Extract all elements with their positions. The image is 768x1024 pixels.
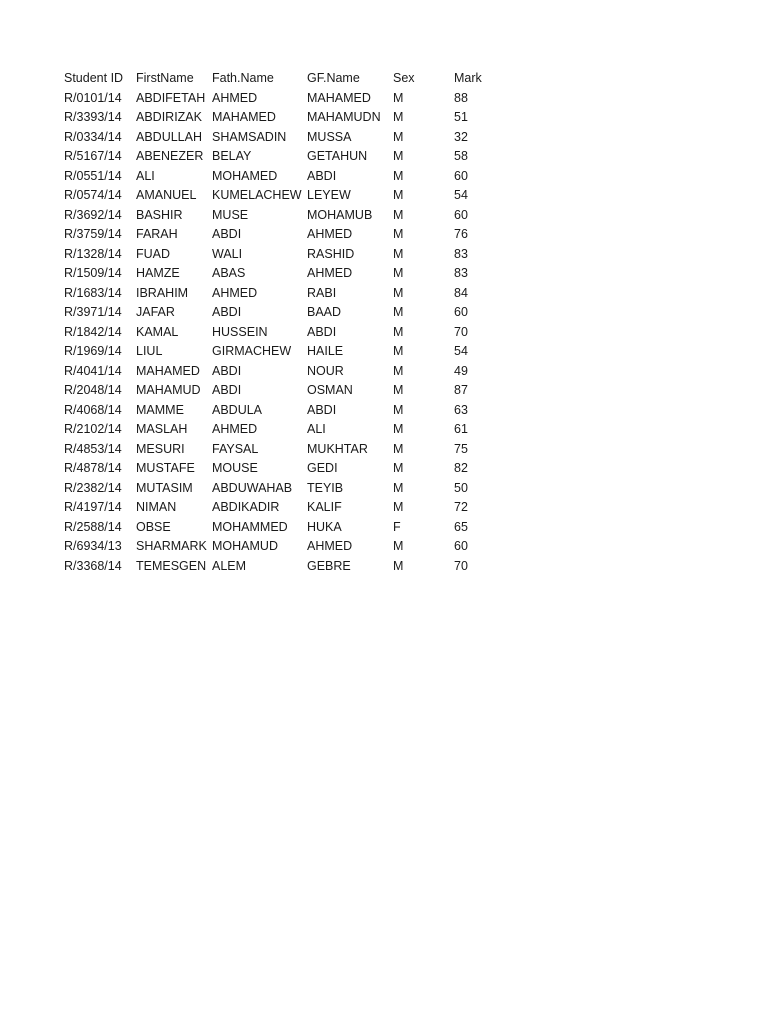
first-name-cell: KAMAL (136, 324, 179, 339)
table-row (64, 459, 494, 479)
father-name-cell: MOUSE (212, 461, 258, 475)
mark-cell: 87 (454, 383, 468, 397)
first-name-cell: JAFAR (136, 305, 175, 319)
sex-cell: M (393, 266, 404, 280)
first-name-cell: FARAH (136, 227, 178, 241)
first-name-cell: SHARMARK (136, 539, 207, 553)
sex-cell: M (393, 558, 404, 573)
mark-cell: 82 (454, 461, 468, 475)
sex-cell: F (393, 519, 401, 534)
table-row (64, 401, 494, 421)
sex-cell: M (393, 188, 404, 202)
table-row (64, 537, 494, 557)
table-row (64, 440, 494, 460)
father-name-cell: ABDI (212, 363, 242, 378)
father-name-cell: ABDI (212, 305, 242, 319)
mark-cell: 60 (454, 168, 468, 183)
sex-cell: M (393, 480, 404, 495)
grandfather-name-cell: HAILE (307, 344, 344, 358)
student-id-cell: R/3393/14 (64, 110, 122, 124)
table-row (64, 147, 494, 167)
first-name-cell: MESURI (136, 441, 185, 456)
first-name-cell: NIMAN (136, 500, 177, 514)
sex-cell: M (393, 110, 404, 124)
first-name-cell: MAHAMUD (136, 383, 201, 397)
grandfather-name-cell: KALIF (307, 500, 342, 514)
table-row (64, 557, 494, 577)
mark-cell: 75 (454, 441, 468, 456)
grandfather-name-cell: GEDI (307, 461, 338, 475)
father-name-cell: AHMED (212, 90, 258, 105)
father-name-cell: GIRMACHEW (212, 344, 292, 358)
grandfather-name-cell: AHMED (307, 227, 353, 241)
grandfather-name-cell: ABDI (307, 324, 337, 339)
sex-cell: M (393, 363, 404, 378)
grandfather-name-cell: TEYIB (307, 480, 344, 495)
sex-cell: M (393, 500, 404, 514)
first-name-cell: TEMESGEN (136, 558, 207, 573)
father-name-cell: KUMELACHEW (212, 188, 302, 202)
first-name-cell: MASLAH (136, 422, 188, 436)
table-row (64, 225, 494, 245)
mark-cell: 54 (454, 188, 468, 202)
student-id-cell: R/5167/14 (64, 149, 122, 163)
table-row (64, 518, 494, 538)
father-name-cell: FAYSAL (212, 441, 259, 456)
grandfather-name-cell: OSMAN (307, 383, 353, 397)
mark-cell: 51 (454, 110, 468, 124)
first-name-cell: FUAD (136, 246, 171, 261)
grandfather-name-cell: ABDI (307, 402, 337, 417)
father-name-cell: ABDI (212, 383, 242, 397)
first-name-cell: MUTASIM (136, 480, 193, 495)
table-row (64, 167, 494, 187)
sex-cell: M (393, 441, 404, 456)
table-row (64, 479, 494, 499)
student-id-cell: R/6934/13 (64, 539, 122, 553)
grandfather-name-cell: GEBRE (307, 558, 351, 573)
sex-cell: M (393, 305, 404, 319)
header-grandfather-name: GF.Name (307, 71, 360, 85)
grandfather-name-cell: RASHID (307, 246, 355, 261)
table-row (64, 498, 494, 518)
sex-cell: M (393, 90, 404, 105)
first-name-cell: BASHIR (136, 207, 183, 222)
student-id-cell: R/4878/14 (64, 461, 122, 475)
mark-cell: 49 (454, 363, 468, 378)
student-id-cell: R/1969/14 (64, 344, 122, 358)
first-name-cell: ABDIFETAH (136, 90, 206, 105)
mark-cell: 60 (454, 207, 468, 222)
student-id-cell: R/4853/14 (64, 441, 122, 456)
mark-cell: 83 (454, 266, 468, 280)
table-row (64, 89, 494, 109)
first-name-cell: AMANUEL (136, 188, 197, 202)
header-mark: Mark (454, 71, 482, 85)
first-name-cell: MAMME (136, 402, 184, 417)
mark-cell: 54 (454, 344, 468, 358)
sex-cell: M (393, 402, 404, 417)
first-name-cell: IBRAHIM (136, 285, 189, 300)
student-id-cell: R/3692/14 (64, 207, 122, 222)
sex-cell: M (393, 129, 404, 144)
table-row (64, 342, 494, 362)
mark-cell: 65 (454, 519, 468, 534)
student-id-cell: R/1683/14 (64, 285, 122, 300)
student-id-cell: R/0101/14 (64, 90, 122, 105)
father-name-cell: ALEM (212, 558, 247, 573)
mark-cell: 72 (454, 500, 468, 514)
student-id-cell: R/1842/14 (64, 324, 122, 339)
father-name-cell: MOHAMED (212, 168, 278, 183)
sex-cell: M (393, 383, 404, 397)
first-name-cell: LIUL (136, 344, 163, 358)
student-id-cell: R/4197/14 (64, 500, 122, 514)
student-id-cell: R/1328/14 (64, 246, 122, 261)
grandfather-name-cell: MAHAMED (307, 90, 371, 105)
header-first-name: FirstName (136, 71, 194, 85)
student-id-cell: R/3971/14 (64, 305, 122, 319)
sex-cell: M (393, 344, 404, 358)
sex-cell: M (393, 539, 404, 553)
student-id-cell: R/4068/14 (64, 402, 122, 417)
sex-cell: M (393, 246, 404, 261)
mark-cell: 50 (454, 480, 468, 495)
father-name-cell: SHAMSADIN (212, 129, 287, 144)
sex-cell: M (393, 285, 404, 300)
mark-cell: 60 (454, 305, 468, 319)
student-id-cell: R/0334/14 (64, 129, 122, 144)
header-father-name: Fath.Name (212, 71, 274, 85)
sex-cell: M (393, 207, 404, 222)
table-row (64, 420, 494, 440)
first-name-cell: HAMZE (136, 266, 180, 280)
first-name-cell: ABENEZER (136, 149, 204, 163)
grandfather-name-cell: RABI (307, 285, 337, 300)
grandfather-name-cell: ABDI (307, 168, 337, 183)
father-name-cell: ABDI (212, 227, 242, 241)
grandfather-name-cell: HUKA (307, 519, 342, 534)
father-name-cell: ABDUWAHAB (212, 480, 293, 495)
table-row (64, 206, 494, 226)
table-row (64, 381, 494, 401)
first-name-cell: ABDIRIZAK (136, 110, 202, 124)
father-name-cell: MOHAMUD (212, 539, 278, 553)
first-name-cell: MAHAMED (136, 363, 200, 378)
mark-cell: 63 (454, 402, 468, 417)
table-row (64, 108, 494, 128)
grandfather-name-cell: AHMED (307, 266, 353, 280)
grandfather-name-cell: GETAHUN (307, 149, 368, 163)
student-id-cell: R/3759/14 (64, 227, 122, 241)
mark-cell: 60 (454, 539, 468, 553)
mark-cell: 84 (454, 285, 468, 300)
mark-cell: 61 (454, 422, 468, 436)
sex-cell: M (393, 461, 404, 475)
sex-cell: M (393, 149, 404, 163)
sex-cell: M (393, 324, 404, 339)
mark-cell: 76 (454, 227, 468, 241)
grandfather-name-cell: MOHAMUB (307, 207, 373, 222)
father-name-cell: ABDULA (212, 402, 263, 417)
header-sex: Sex (393, 71, 415, 85)
father-name-cell: MAHAMED (212, 110, 276, 124)
mark-cell: 70 (454, 558, 468, 573)
student-marks-table (64, 69, 494, 576)
grandfather-name-cell: BAAD (307, 305, 342, 319)
student-id-cell: R/3368/14 (64, 558, 122, 573)
sex-cell: M (393, 422, 404, 436)
father-name-cell: AHMED (212, 422, 258, 436)
first-name-cell: ALI (136, 168, 155, 183)
grandfather-name-cell: MAHAMUDN (307, 110, 381, 124)
table-row (64, 245, 494, 265)
header-student-id: Student ID (64, 71, 124, 85)
father-name-cell: HUSSEIN (212, 324, 268, 339)
table-row (64, 323, 494, 343)
table-body (64, 89, 494, 577)
table-header-row (64, 69, 494, 89)
father-name-cell: BELAY (212, 149, 252, 163)
first-name-cell: MUSTAFE (136, 461, 195, 475)
father-name-cell: MUSE (212, 207, 249, 222)
student-id-cell: R/0574/14 (64, 188, 122, 202)
father-name-cell: ABDIKADIR (212, 500, 280, 514)
father-name-cell: ABAS (212, 266, 246, 280)
grandfather-name-cell: AHMED (307, 539, 353, 553)
sex-cell: M (393, 227, 404, 241)
mark-cell: 88 (454, 90, 468, 105)
first-name-cell: OBSE (136, 519, 171, 534)
table-row (64, 284, 494, 304)
student-id-cell: R/0551/14 (64, 168, 122, 183)
sex-cell: M (393, 168, 404, 183)
table-row (64, 362, 494, 382)
grandfather-name-cell: LEYEW (307, 188, 351, 202)
student-id-cell: R/2048/14 (64, 383, 122, 397)
father-name-cell: AHMED (212, 285, 258, 300)
student-id-cell: R/2382/14 (64, 480, 122, 495)
father-name-cell: MOHAMMED (212, 519, 288, 534)
student-id-cell: R/1509/14 (64, 266, 122, 280)
grandfather-name-cell: MUSSA (307, 129, 352, 144)
mark-cell: 58 (454, 149, 468, 163)
father-name-cell: WALI (212, 246, 243, 261)
table-row (64, 264, 494, 284)
grandfather-name-cell: ALI (307, 422, 326, 436)
table-row (64, 186, 494, 206)
grandfather-name-cell: NOUR (307, 363, 344, 378)
table-row (64, 303, 494, 323)
mark-cell: 32 (454, 129, 468, 144)
grandfather-name-cell: MUKHTAR (307, 441, 368, 456)
mark-cell: 83 (454, 246, 468, 261)
student-id-cell: R/2102/14 (64, 422, 122, 436)
student-id-cell: R/4041/14 (64, 363, 122, 378)
mark-cell: 70 (454, 324, 468, 339)
table-row (64, 128, 494, 148)
student-id-cell: R/2588/14 (64, 519, 122, 534)
first-name-cell: ABDULLAH (136, 129, 202, 144)
